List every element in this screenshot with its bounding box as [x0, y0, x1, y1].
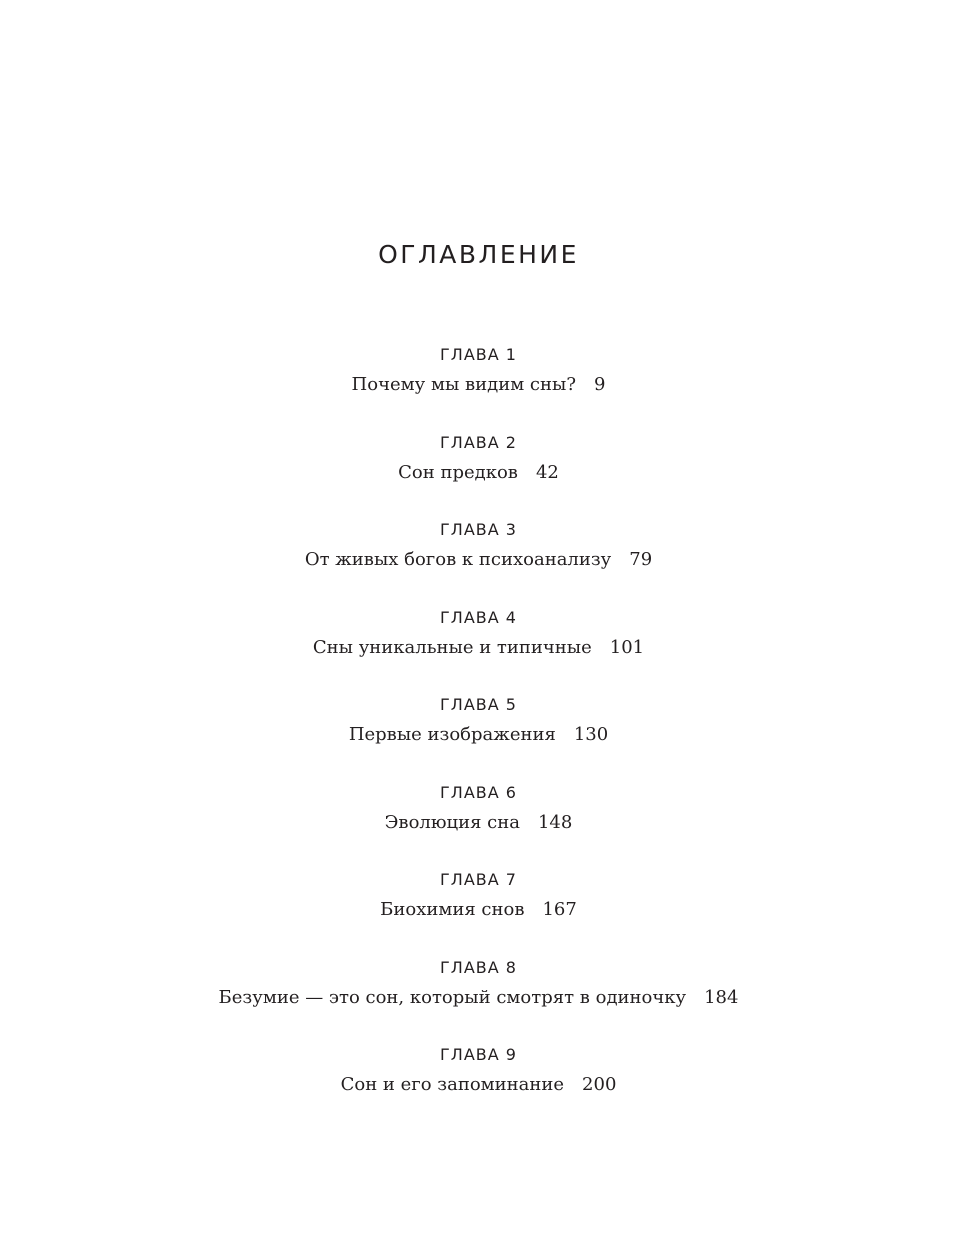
chapter-label: ГЛАВА 4	[440, 608, 517, 627]
chapter-label: ГЛАВА 2	[440, 433, 517, 452]
chapter-line	[0, 548, 957, 572]
chapter-title: Сон предков	[398, 462, 518, 483]
chapter-title: Безумие — это сон, который смотрят в одиночку	[218, 987, 687, 1008]
chapter-label: ГЛАВА 5	[440, 695, 517, 714]
toc-entry-3	[0, 519, 957, 572]
chapter-label: ГЛАВА 3	[440, 520, 517, 539]
chapter-label: ГЛАВА 7	[440, 870, 517, 889]
chapter-label: ГЛАВА 9	[440, 1045, 517, 1064]
chapter-title: Первые изображения	[348, 724, 556, 745]
toc-entry-2	[0, 432, 957, 485]
chapter-title: Эволюция сна	[384, 812, 520, 833]
toc-entry-4	[0, 607, 957, 660]
chapter-page-number: 9	[593, 374, 606, 395]
chapter-line	[0, 723, 957, 747]
chapter-line	[0, 636, 957, 660]
chapter-page-number: 79	[629, 549, 653, 570]
chapter-line	[0, 373, 957, 397]
chapter-title: Сны уникальные и типичные	[312, 637, 592, 658]
page-title: ОГЛАВЛЕНИЕ	[378, 240, 579, 269]
chapter-title: От живых богов к психоанализу	[304, 549, 612, 570]
chapter-line	[0, 986, 957, 1010]
toc-entry-9	[0, 1044, 957, 1097]
chapter-page-number: 200	[582, 1074, 617, 1095]
toc-entry-5	[0, 694, 957, 747]
chapter-page-number: 148	[537, 812, 573, 833]
chapter-label: ГЛАВА 1	[440, 345, 517, 364]
chapter-label: ГЛАВА 8	[440, 958, 517, 977]
chapter-page-number: 167	[542, 899, 577, 920]
chapter-line	[0, 811, 957, 835]
chapter-label: ГЛАВА 6	[440, 783, 517, 802]
chapter-line	[0, 461, 957, 485]
chapter-page-number: 130	[573, 724, 609, 745]
chapter-title: Почему мы видим сны?	[351, 374, 576, 395]
toc-entry-6	[0, 782, 957, 835]
chapter-page-number: 42	[535, 462, 559, 483]
chapter-line	[0, 1073, 957, 1097]
chapter-line	[0, 898, 957, 922]
chapter-title: Биохимия снов	[380, 899, 525, 920]
toc-entry-7	[0, 869, 957, 922]
toc-entry-1	[0, 344, 957, 397]
chapter-page-number: 101	[609, 637, 645, 658]
chapter-page-number: 184	[704, 987, 739, 1008]
chapter-title: Сон и его запоминание	[340, 1074, 565, 1095]
toc-entry-8	[0, 957, 957, 1010]
